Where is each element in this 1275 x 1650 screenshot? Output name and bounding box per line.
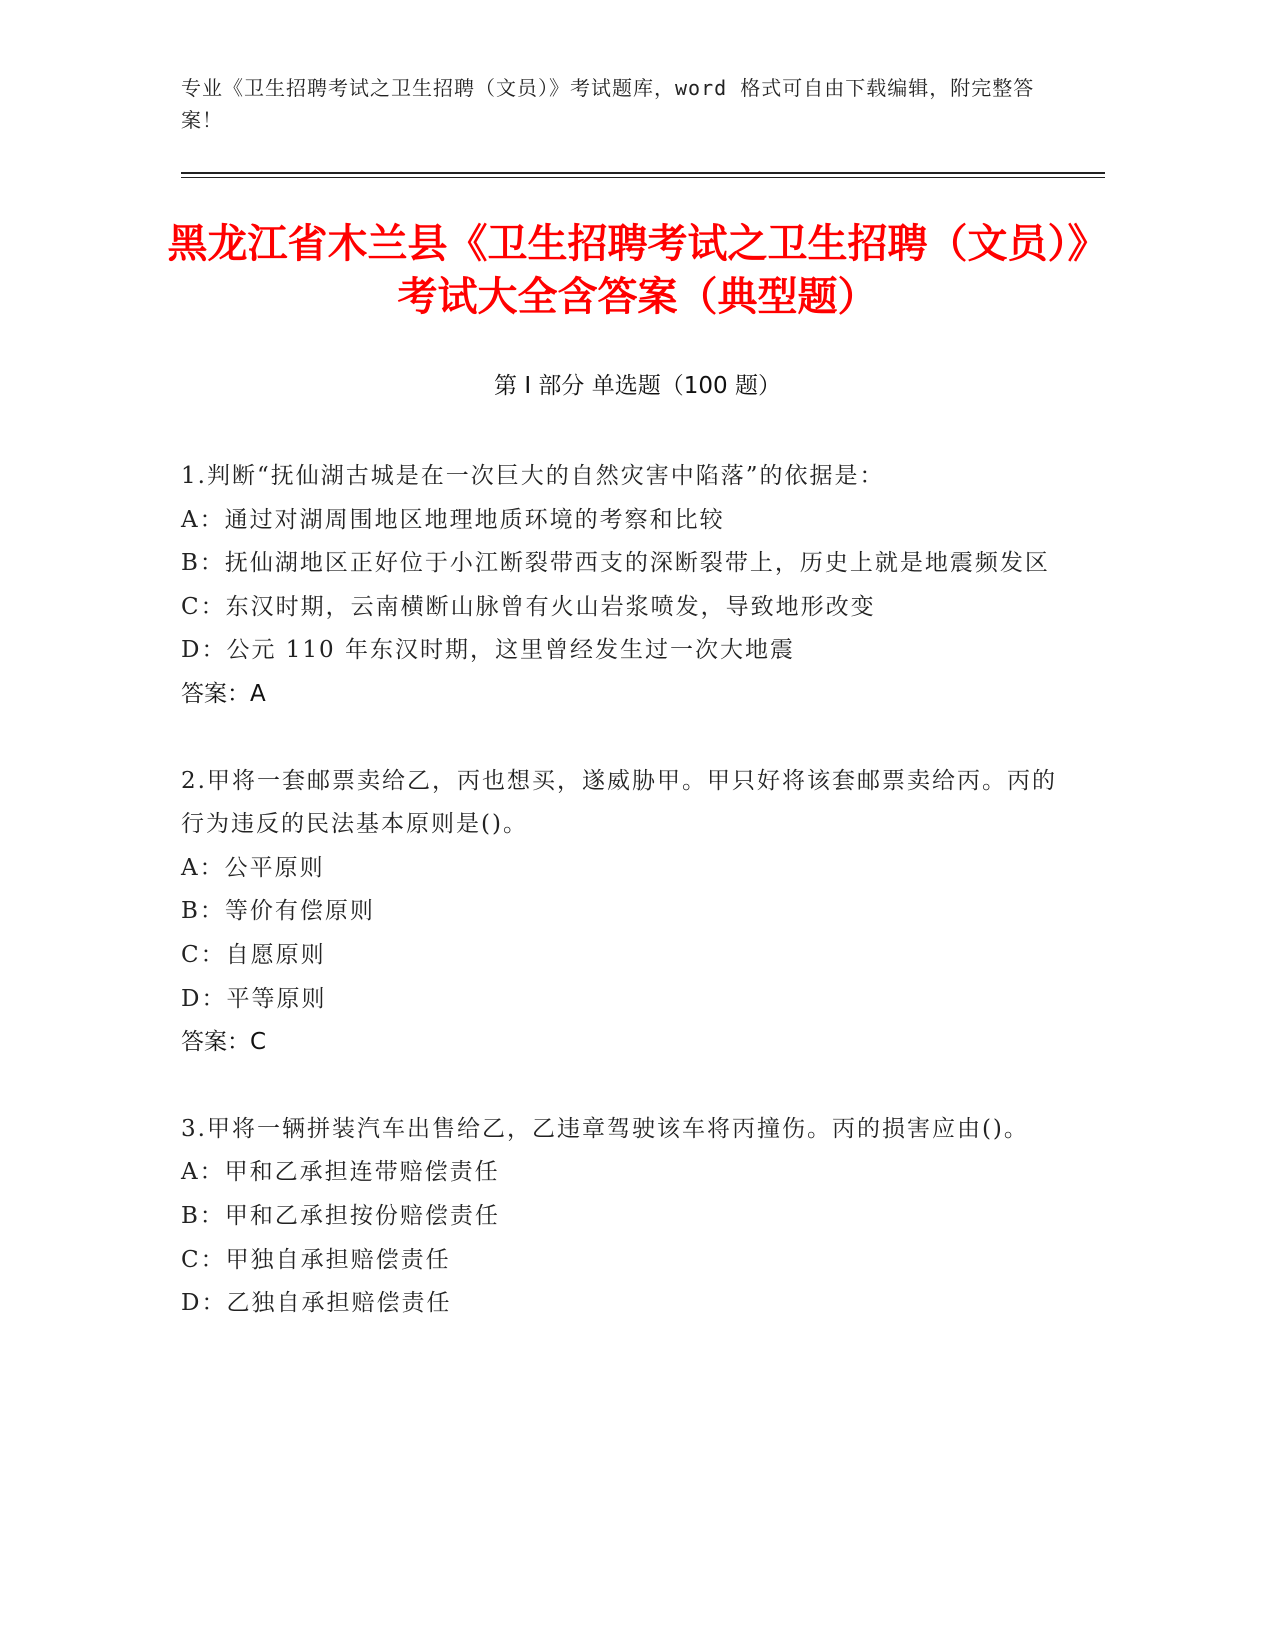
option-c: C：东汉时期，云南横断山脉曾有火山岩浆喷发，导致地形改变	[181, 593, 876, 620]
option-b: B：抚仙湖地区正好位于小江断裂带西支的深断裂带上，历史上就是地震频发区	[181, 550, 1050, 577]
header-rule-thin	[181, 177, 1105, 178]
question-stem: 2.甲将一套邮票卖给乙，丙也想买，遂威胁甲。甲只好将该套邮票卖给丙。丙的行为违反的民法基本原则是()。	[181, 767, 1057, 838]
question-list	[181, 455, 1061, 1369]
question-3	[181, 1108, 1061, 1326]
header-rule-thick	[181, 172, 1105, 174]
option-d: D：公元 110 年东汉时期，这里曾经发生过一次大地震	[181, 637, 795, 664]
question-stem: 3.甲将一辆拼装汽车出售给乙，乙违章驾驶该车将丙撞伤。丙的损害应由()。	[181, 1115, 1029, 1142]
option-a: A：通过对湖周围地区地理地质环境的考察和比较	[181, 506, 725, 533]
question-1	[181, 455, 1061, 717]
option-c: C：甲独自承担赔偿责任	[181, 1246, 451, 1273]
option-b: B：甲和乙承担按份赔偿责任	[181, 1202, 500, 1229]
header-note: 专业《卫生招聘考试之卫生招聘（文员）》考试题库，word 格式可自由下载编辑，附完整答案！	[181, 76, 1035, 132]
question-stem: 1.判断“抚仙湖古城是在一次巨大的自然灾害中陷落”的依据是：	[181, 463, 885, 489]
option-d: D：平等原则	[181, 985, 327, 1012]
answer-line: 答案：C	[181, 1029, 267, 1056]
option-a: A：公平原则	[181, 854, 325, 881]
option-a: A：甲和乙承担连带赔偿责任	[181, 1159, 500, 1186]
section-heading: 第 I 部分 单选题（100 题）	[494, 373, 781, 399]
option-c: C：自愿原则	[181, 941, 326, 968]
option-b: B：等价有偿原则	[181, 898, 375, 925]
question-2	[181, 760, 1061, 1065]
document-title: 黑龙江省木兰县《卫生招聘考试之卫生招聘（文员）》考试大全含答案（典型题）	[167, 221, 1108, 320]
option-d: D：乙独自承担赔偿责任	[181, 1290, 452, 1317]
answer-line: 答案：A	[181, 680, 266, 707]
